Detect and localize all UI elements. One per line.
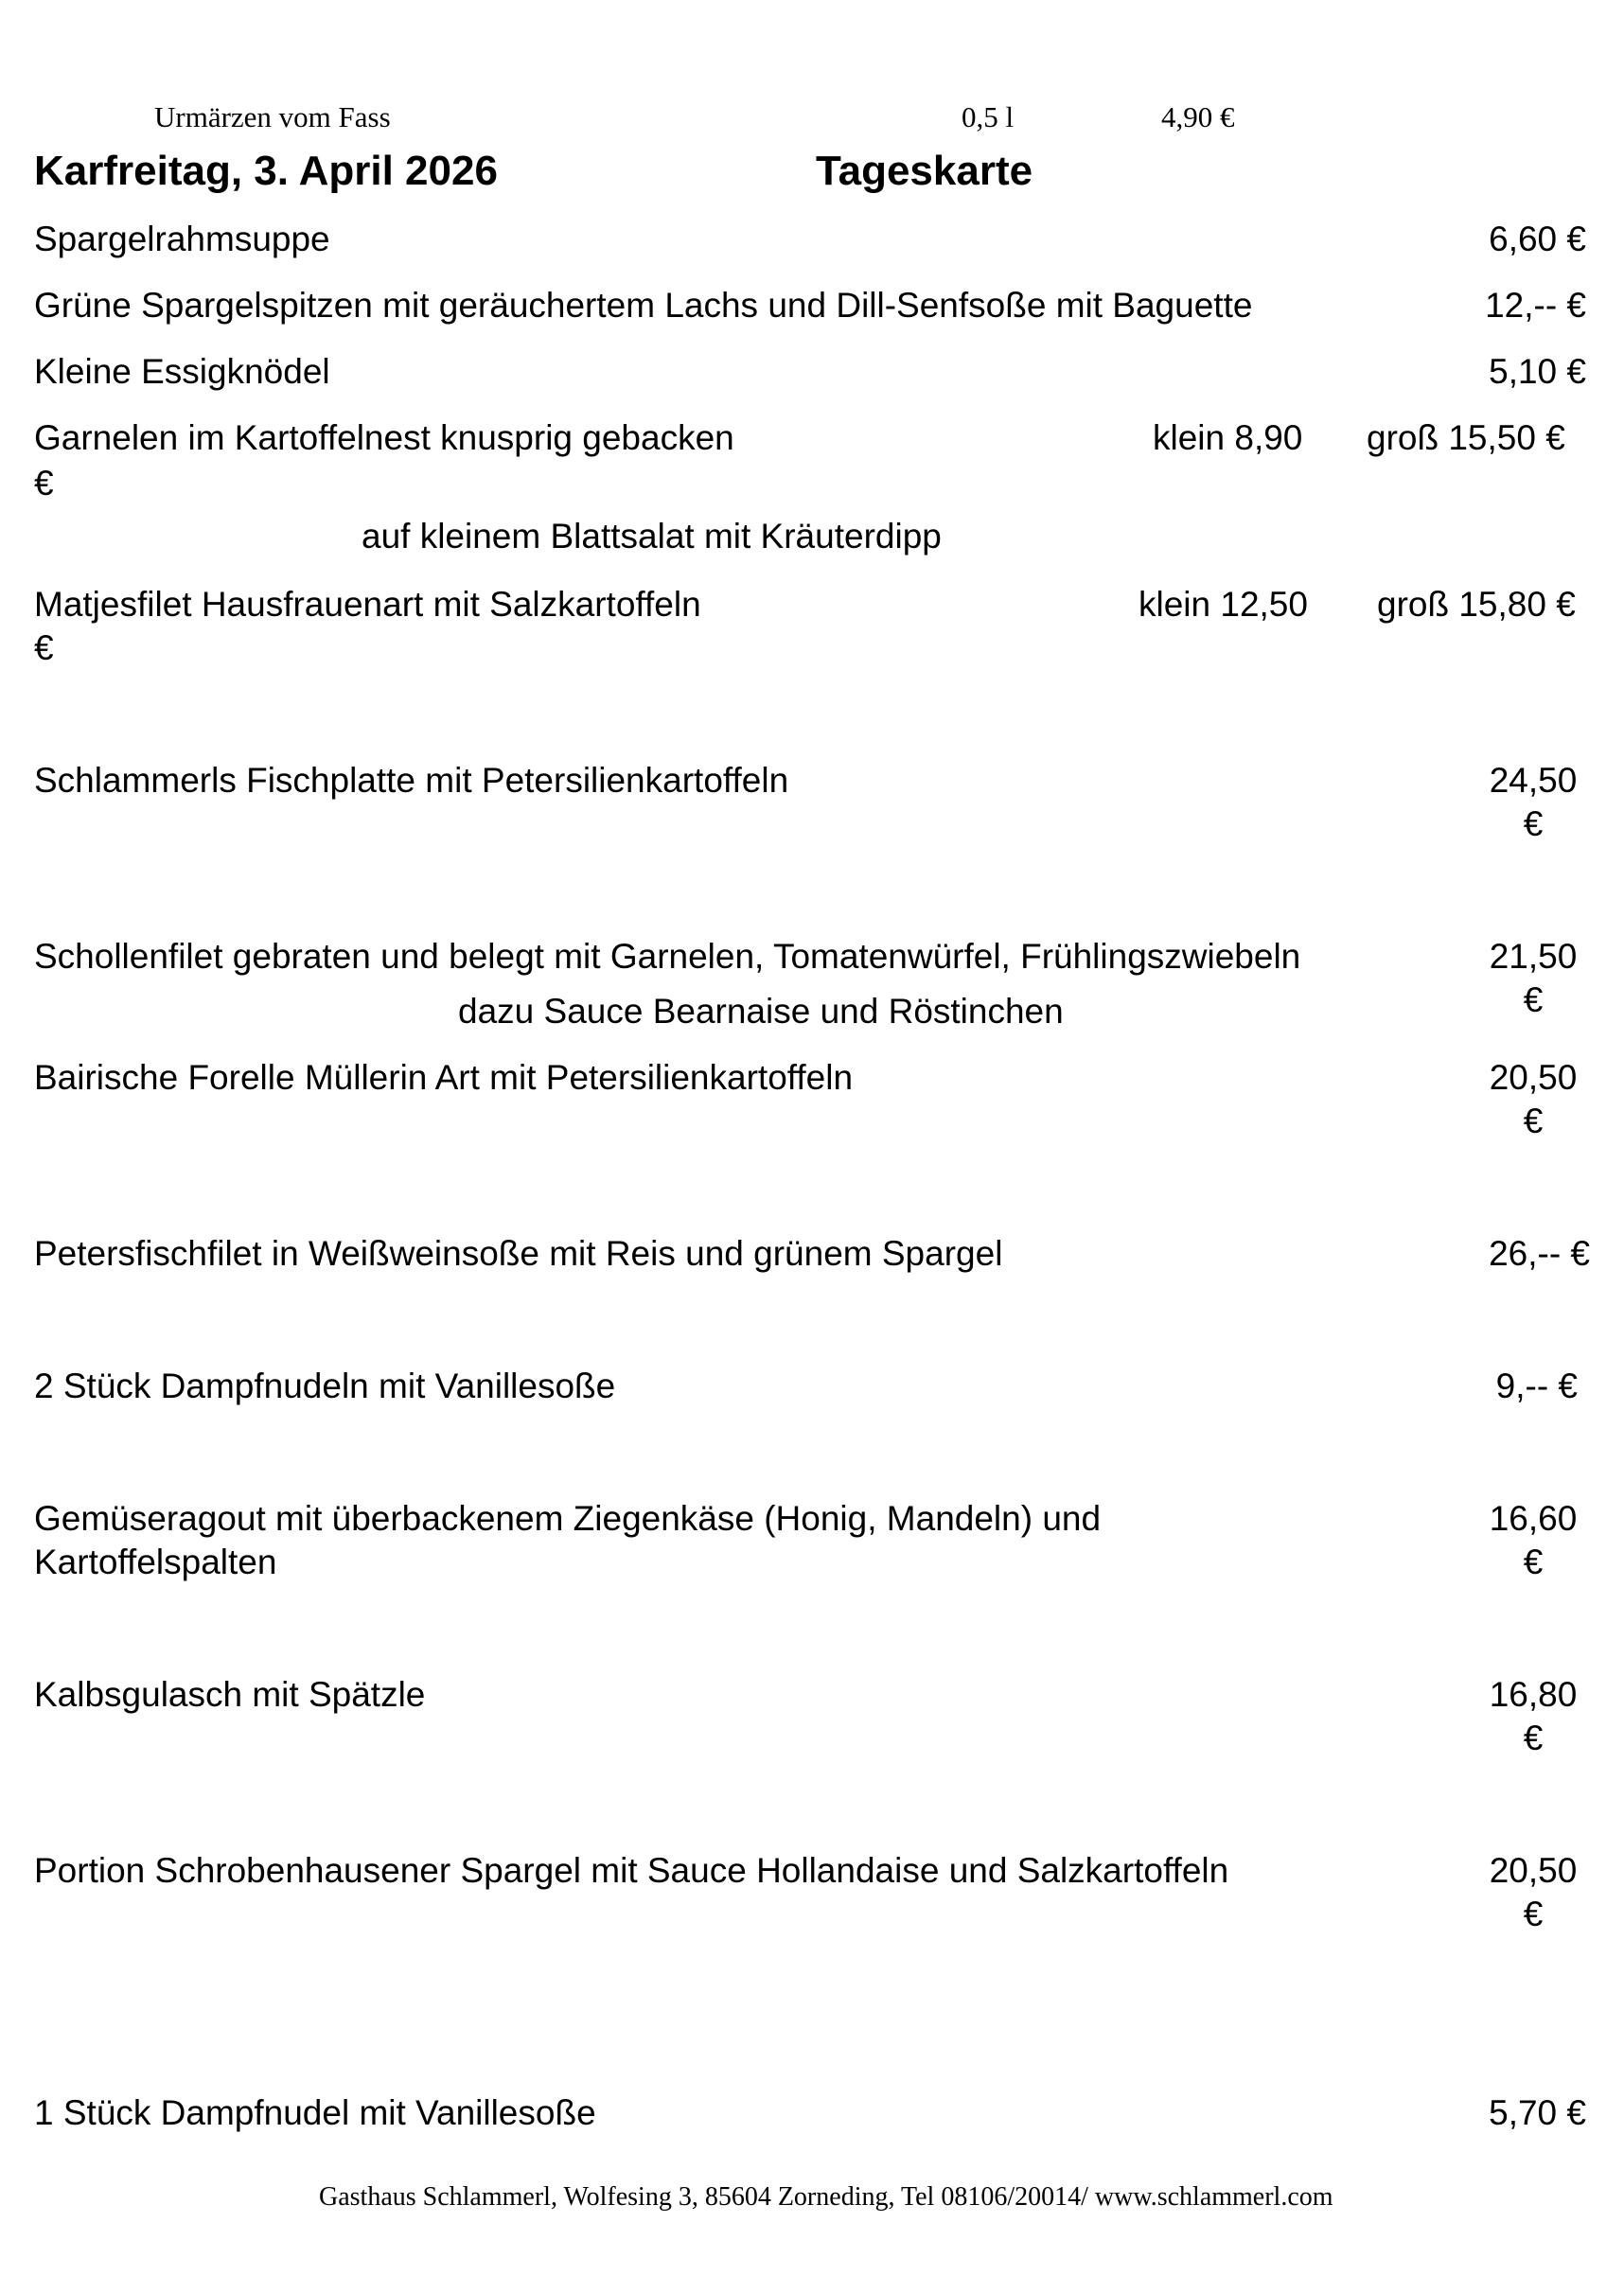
item-price-small: klein 12,50 [1139,585,1308,624]
item-price-currency: € [1523,1543,1544,1581]
item-price-currency: € [1523,980,1544,1019]
item-price-small: klein 8,90 [1153,418,1303,457]
footer-address: Gasthaus Schlammerl, Wolfesing 3, 85604 Zorneding, Tel 08106/20014/ www.schlammerl.com [319,2182,1333,2212]
item-price-currency: € [1523,1895,1544,1933]
item-name: Garnelen im Kartoffelnest knusprig gebacken [34,418,734,457]
item-price: 6,60 € [1489,220,1586,258]
item-name: 2 Stück Dampfnudeln mit Vanillesoße [34,1367,616,1405]
item-price: 26,-- € [1489,1234,1590,1273]
item-name-line2: Kartoffelspalten [34,1543,277,1581]
item-name: Spargelrahmsuppe [34,220,330,258]
item-name: Kleine Essigknödel [34,352,330,391]
item-price: 12,-- € [1485,286,1586,325]
item-price: 16,60 [1489,1499,1578,1538]
menu-title: Tageskarte [816,148,1033,194]
item-name: Bairische Forelle Müllerin Art mit Petersilienkartoffeln [34,1058,854,1097]
item-price: 16,80 [1489,1675,1578,1714]
item-name: Schollenfilet gebraten und belegt mit Garnelen, Tomatenwürfel, Frühlingszwiebeln [34,937,1301,976]
beer-size: 0,5 l [962,100,1015,133]
item-name: Matjesfilet Hausfrauenart mit Salzkartoffeln [34,585,701,624]
item-subtitle: auf kleinem Blattsalat mit Kräuterdipp [362,517,942,556]
menu-date: Karfreitag, 3. April 2026 [34,148,498,194]
item-name: Gemüseragout mit überbackenem Ziegenkäse (Honig, Mandeln) und [34,1499,1102,1538]
item-price: 24,50 [1489,761,1578,800]
item-name: 1 Stück Dampfnudel mit Vanillesoße [34,2093,596,2132]
item-name: Grüne Spargelspitzen mit geräuchertem Lachs und Dill-Senfsoße mit Baguette [34,286,1253,325]
beer-name: Urmärzen vom Fass [154,100,391,133]
item-price-large: groß 15,50 € [1367,418,1565,457]
item-name: Kalbsgulasch mit Spätzle [34,1675,426,1714]
item-price: 21,50 [1489,937,1578,976]
item-price-currency: € [1523,804,1544,843]
item-name: Schlammerls Fischplatte mit Petersilienkartoffeln [34,761,789,800]
item-price: 20,50 [1489,1058,1578,1097]
item-price: 5,10 € [1489,352,1586,391]
item-price: 20,50 [1489,1851,1578,1890]
item-price: 5,70 € [1489,2093,1586,2132]
item-price-wrap: € [34,464,54,503]
item-subtitle: dazu Sauce Bearnaise und Röstinchen [458,992,1064,1031]
item-name: Portion Schrobenhausener Spargel mit Sauce Hollandaise und Salzkartoffeln [34,1851,1229,1890]
beer-price: 4,90 € [1161,100,1235,133]
item-price-currency: € [1523,1102,1544,1140]
item-price-wrap: € [34,628,54,667]
item-price: 9,-- € [1495,1367,1578,1405]
item-price-large: groß 15,80 € [1377,585,1576,624]
item-name: Petersfischfilet in Weißweinsoße mit Reis und grünem Spargel [34,1234,1003,1273]
item-price-currency: € [1523,1719,1544,1757]
